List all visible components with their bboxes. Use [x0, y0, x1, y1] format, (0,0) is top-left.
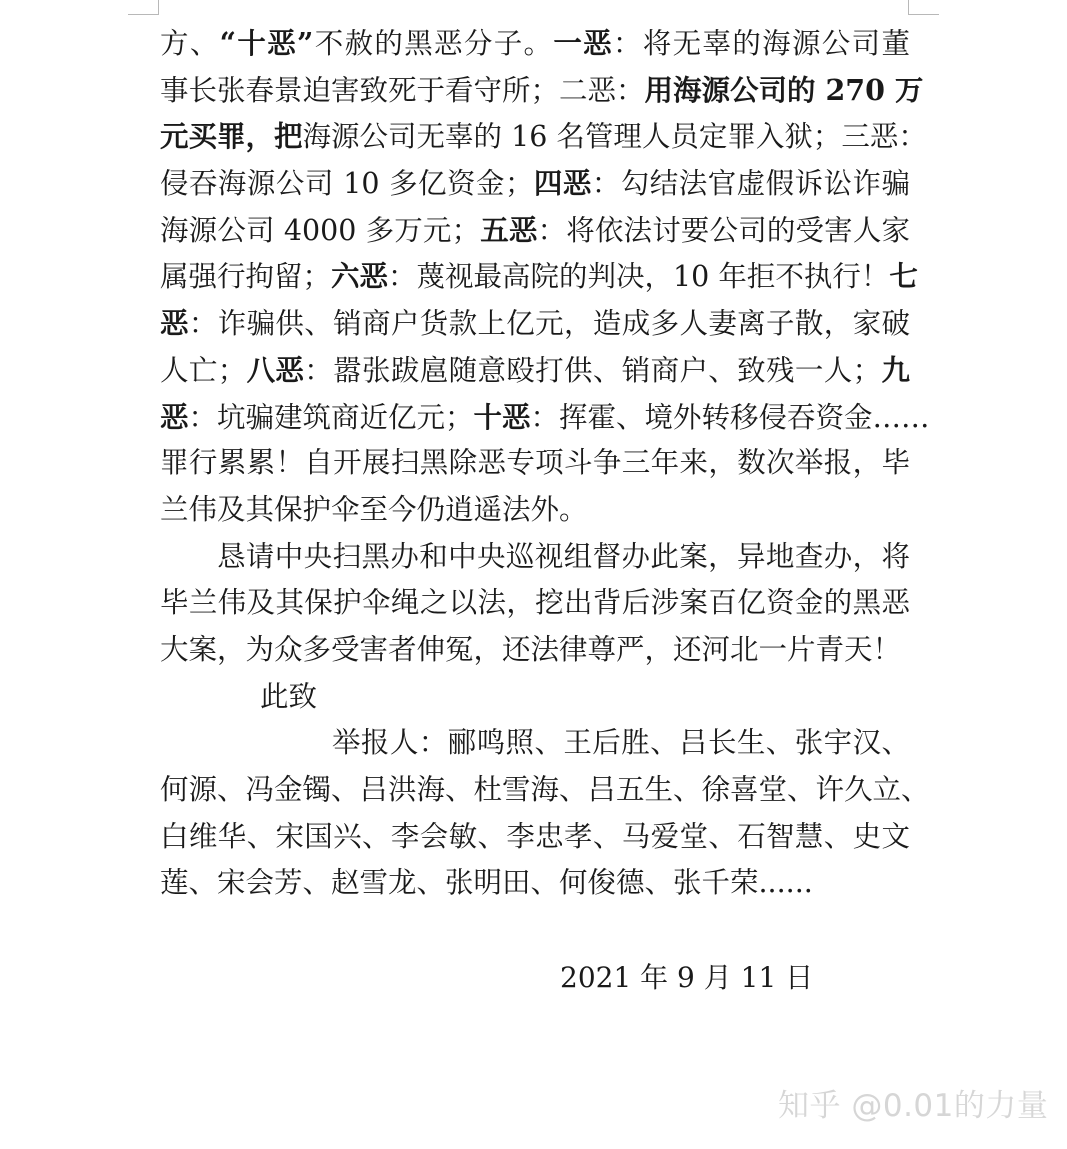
- text-run: 海源公司 4000 多万元；: [160, 213, 481, 247]
- text-run: 毕兰伟及其保护伞绳之以法，挖出背后涉案百亿资金的黑恶: [160, 586, 910, 620]
- text-run: 此致: [260, 679, 318, 713]
- text-line: [160, 67, 924, 114]
- bold-text-run: 用海源公司的 270 万: [644, 72, 924, 107]
- text-line: [160, 207, 910, 254]
- text-line: [160, 440, 910, 487]
- text-run: ：诈骗供、销商户货款上亿元，造成多人妻离子散，家破: [188, 307, 910, 341]
- text-run: 莲、宋会芳、赵雪龙、张明田、何俊德、张千荣......: [160, 866, 813, 900]
- text-run: 事长张春景迫害致死于看守所；二恶：: [160, 73, 645, 107]
- text-line: [160, 253, 918, 300]
- text-line: [160, 113, 927, 160]
- text-line: [160, 160, 910, 207]
- bold-text-run: 恶: [160, 399, 189, 434]
- text-line: [160, 627, 910, 674]
- bold-text-run: “十恶”: [219, 26, 314, 60]
- text-run: ：勾结法官虚假诉讼诈骗: [591, 167, 910, 201]
- text-run: 举报人：郦鸣照、王后胜、吕长生、张宇汉、: [332, 726, 910, 760]
- text-line: [160, 20, 910, 67]
- text-run: 人亡；: [160, 353, 247, 387]
- zhihu-watermark: 知乎 @0.01的力量: [778, 1088, 1049, 1124]
- page-corner-mark-left: [128, 0, 159, 15]
- text-run: 恳请中央扫黑办和中央巡视组督办此案，异地查办，将: [217, 539, 910, 573]
- text-run: 白维华、宋国兴、李会敏、李忠孝、马爱堂、石智慧、史文: [160, 819, 910, 853]
- reporters-line: [160, 767, 930, 814]
- bold-text-run: 十恶: [473, 399, 531, 434]
- text-run: 侵吞海源公司 10 多亿资金；: [160, 167, 534, 201]
- text-run: ：坑骗建筑商近亿元；: [188, 400, 474, 434]
- bold-text-run: 一恶: [553, 26, 614, 60]
- text-line: [160, 394, 930, 441]
- text-run: 罪行累累！自开展扫黑除恶专项斗争三年来，数次举报，毕: [160, 446, 910, 480]
- text-run: ：将无辜的海源公司董: [613, 27, 910, 60]
- reporters-line: [160, 720, 910, 767]
- text-line: [160, 580, 910, 627]
- page-corner-mark-right: [908, 0, 939, 15]
- text-run: 不赦的黑恶分子。: [313, 27, 554, 60]
- text-run: 大案，为众多受害者伸冤，还法律尊严，还河北一片青天！: [160, 632, 902, 666]
- text-line: [160, 487, 910, 534]
- reporters-line: [160, 860, 910, 907]
- text-run: 兰伟及其保护伞至今仍逍遥法外。: [160, 492, 588, 526]
- text-run: ：嚣张跋扈随意殴打供、销商户、致残一人；: [304, 353, 882, 387]
- bold-text-run: 六恶: [331, 259, 389, 294]
- bold-text-run: 恶: [160, 306, 189, 341]
- text-run: ：蔑视最高院的判决，10 年拒不执行！: [388, 260, 890, 294]
- text-line: [160, 347, 910, 394]
- text-run: ：将依法讨要公司的受害人家: [537, 213, 910, 247]
- document-date: 2021 年 9 月 11 日: [560, 961, 814, 994]
- bold-text-run: 八恶: [246, 352, 305, 387]
- bold-text-run: 五恶: [480, 212, 538, 247]
- text-run: 属强行拘留；: [160, 260, 332, 294]
- text-run: 方、: [160, 27, 220, 60]
- reporters-line: [160, 814, 910, 861]
- text-run: 海源公司无辜的 16 名管理人员定罪入狱；三恶：: [302, 120, 927, 154]
- text-run: ：挥霍、境外转移侵吞资金……: [530, 400, 930, 434]
- text-line: [160, 534, 910, 581]
- bold-text-run: 四恶: [533, 166, 592, 201]
- text-line: [160, 300, 910, 347]
- text-run: 何源、冯金镯、吕洪海、杜雪海、吕五生、徐喜堂、许久立、: [160, 773, 930, 806]
- bold-text-run: 元买罪，把: [160, 119, 303, 154]
- bold-text-run: 九: [881, 352, 910, 387]
- bold-text-run: 七: [889, 259, 918, 294]
- closing-salutation: [160, 674, 910, 721]
- document-body: [160, 20, 930, 907]
